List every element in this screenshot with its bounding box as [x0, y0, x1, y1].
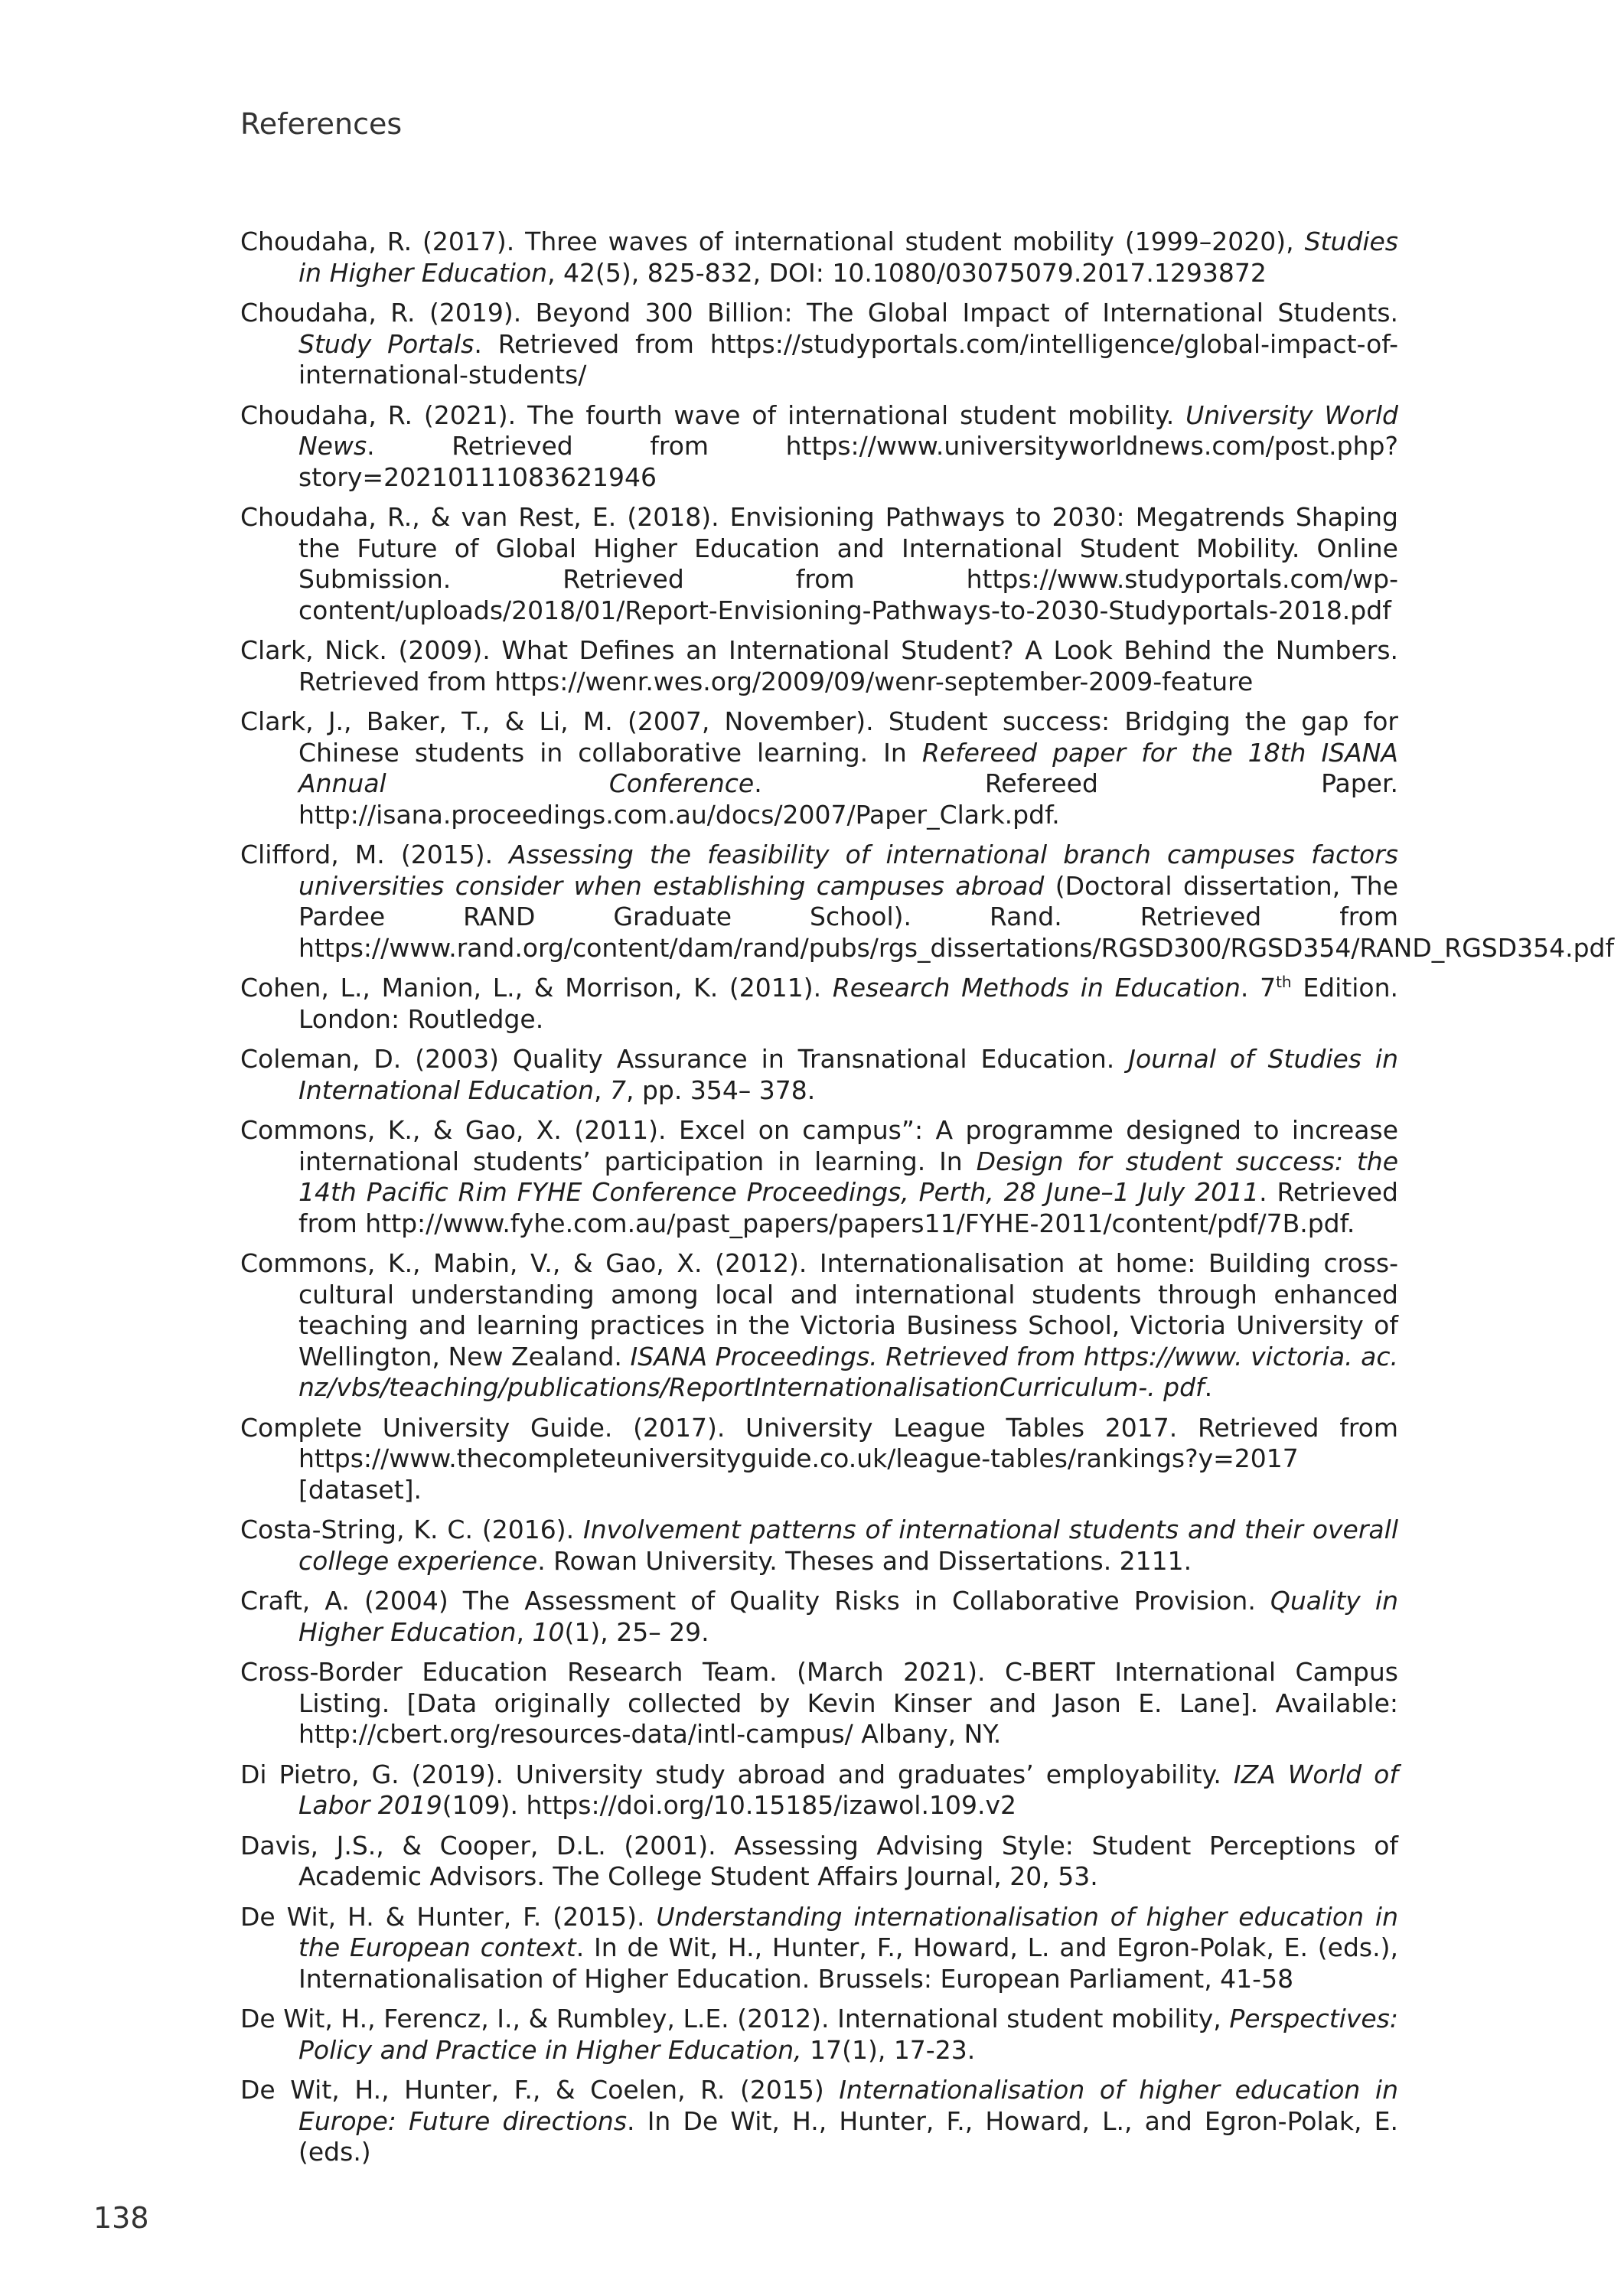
reference-text: Davis, J.S., & Cooper, D.L. (2001). Assessing Advising Style: Student Perceptions of Academic Advisors. The College Student Affairs Journal, 20, 53. — [240, 1830, 1398, 1891]
reference-text: . Retrieved from https://studyportals.com/intelligence/global-impact-of-international-students/ — [298, 328, 1398, 390]
reference-text: (Doctoral dissertation, The Pardee RAND Graduate School). Rand. Retrieved from https://www.rand.org/content/dam/rand/pubs/rgs_dissertations/RGSD300/RGSD354/RAND_RGSD354.pdf — [298, 870, 1615, 963]
reference-text: 17(1), 17-23. — [801, 2034, 976, 2065]
reference-entry — [240, 1586, 1398, 1648]
reference-text: Costa-String, K. C. (2016). — [240, 1515, 583, 1544]
reference-list — [240, 227, 1615, 2177]
reference-italic-text: Internationalisation of higher education in Europe: Future directions — [298, 2075, 1399, 2136]
reference-entry — [240, 1115, 1398, 1239]
reference-entry — [240, 1657, 1398, 1750]
reference-italic-text: 10 — [532, 1616, 565, 1647]
reference-text: Coleman, D. (2003) Quality Assurance in Transnational Education. — [240, 1044, 1129, 1074]
reference-entry — [240, 1044, 1398, 1106]
reference-text: (109). https://doi.org/10.15185/izawol.109.v2 — [442, 1790, 1016, 1820]
reference-entry — [240, 706, 1398, 830]
reference-entry — [240, 1248, 1398, 1404]
reference-text: Clifford, M. (2015). — [240, 840, 510, 869]
running-header: References — [240, 107, 403, 141]
reference-text: , — [593, 1075, 610, 1105]
reference-text: Commons, K., & Gao, X. (2011). Excel on campus”: A programme designed to increase international students’ participation in learning. In — [240, 1115, 1398, 1176]
superscript-text: th — [1276, 973, 1292, 991]
reference-text: De Wit, H., Ferencz, I., & Rumbley, L.E. (2012). International student mobility, — [240, 2004, 1230, 2033]
reference-italic-text: Perspectives: Policy and Practice in Higher Education, — [298, 2004, 1398, 2065]
reference-italic-text: Study Portals — [298, 328, 474, 359]
reference-entry — [240, 400, 1398, 494]
reference-text: Choudaha, R., & van Rest, E. (2018). Envisioning Pathways to 2030: Megatrends Shaping the Future of Global Higher Education and International Student Mobility. Online Submission. Retrieved from https://www.studyportals.com/wp-content/uploads/2018/01/Report-Envisioning-Pathways-to-2030-Studyportals-2018.pdf — [240, 502, 1398, 625]
reference-italic-text: Research Methods in Education — [832, 973, 1241, 1003]
reference-text: Commons, K., Mabin, V., & Gao, X. (2012). Internationalisation at home: Building cross-cultural understanding among local and international students through enhanced teaching and learning practices in the Victoria Business School, Victoria University of Wellington, New Zealand. — [240, 1248, 1398, 1371]
reference-text: Edition. London: Routledge. — [298, 973, 1398, 1034]
reference-entry — [240, 298, 1398, 391]
reference-italic-text: Refereed paper for the 18th ISANA Annual Conference — [298, 737, 1398, 798]
reference-text: Cross-Border Education Research Team. (March 2021). C-BERT International Campus Listing. [Data originally collected by Kevin Kinser and Jason E. Lane]. Available: http://cbert.org/resources-data/intl-campus/ Albany, NY. — [240, 1657, 1398, 1749]
reference-italic-text: Design for student success: the 14th Pacific Rim FYHE Conference Proceedings, Perth, 28 June–1 July 2011 — [298, 1146, 1399, 1207]
reference-italic-text: Journal of Studies in International Education — [298, 1044, 1399, 1105]
reference-text: . — [1204, 1372, 1213, 1402]
reference-entry — [240, 1831, 1398, 1893]
reference-italic-text: IZA World of Labor 2019 — [298, 1759, 1398, 1820]
reference-entry — [240, 2075, 1398, 2168]
page-number: 138 — [93, 2201, 149, 2235]
reference-entry — [240, 973, 1398, 1035]
reference-entry — [240, 502, 1398, 626]
reference-text: . Refereed Paper. http://isana.proceedings.com.au/docs/2007/Paper_Clark.pdf. — [298, 768, 1399, 830]
reference-text: Choudaha, R. (2017). Three waves of international student mobility (1999–2020), — [240, 227, 1305, 256]
reference-text: Clark, Nick. (2009). What Defines an International Student? A Look Behind the Numbers. Retrieved from https://wenr.wes.org/2009/09/wenr-september-2009-feature — [240, 635, 1398, 696]
reference-text: (1), 25– 29. — [564, 1616, 709, 1647]
reference-text: . 7 — [1240, 973, 1277, 1003]
reference-text: Di Pietro, G. (2019). University study abroad and graduates’ employability. — [240, 1759, 1234, 1789]
reference-text: . In de Wit, H., Hunter, F., Howard, L. and Egron-Polak, E. (eds.), Internationalisation of Higher Education. Brussels: European Parliament, 41-58 — [298, 1932, 1398, 1994]
reference-text: Choudaha, R. (2021). The fourth wave of international student mobility. — [240, 400, 1186, 430]
reference-entry — [240, 1515, 1398, 1577]
reference-text: . Rowan University. Theses and Dissertations. 2111. — [537, 1545, 1192, 1576]
reference-text: . In De Wit, H., Hunter, F., Howard, L., and Egron-Polak, E. (eds.) — [298, 2105, 1398, 2167]
reference-entry — [240, 1760, 1398, 1821]
reference-text: De Wit, H. & Hunter, F. (2015). — [240, 1901, 657, 1932]
reference-text: De Wit, H., Hunter, F., & Coelen, R. (2015) — [240, 2075, 840, 2105]
reference-italic-text: Involvement patterns of international students and their overall college experience — [298, 1515, 1398, 1576]
reference-text: Craft, A. (2004) The Assessment of Quality Risks in Collaborative Provision. — [240, 1586, 1270, 1616]
reference-entry — [240, 1413, 1398, 1506]
reference-entry — [240, 1902, 1398, 1995]
reference-italic-text: ISANA Proceedings. Retrieved from https://www. victoria. ac. nz/vbs/teaching/publications/ReportInternationalisationCurriculum-. pdf — [298, 1341, 1398, 1402]
reference-text: . Retrieved from https://www.universityworldnews.com/post.php?story=20210111083621946 — [298, 431, 1398, 492]
reference-text: Choudaha, R. (2019). Beyond 300 Billion: The Global Impact of International Students. — [240, 298, 1398, 328]
reference-entry — [240, 840, 1615, 964]
reference-entry — [240, 2004, 1398, 2066]
reference-italic-text: Understanding internationalisation of higher education in the European context — [298, 1901, 1398, 1962]
reference-entry — [240, 635, 1398, 697]
reference-italic-text: Studies in Higher Education — [298, 227, 1398, 288]
reference-text: , 42(5), 825-832, DOI: 10.1080/03075079.2017.1293872 — [547, 257, 1267, 288]
reference-text: , pp. 354– 378. — [625, 1075, 816, 1105]
reference-italic-text: Quality in Higher Education — [298, 1586, 1398, 1647]
reference-text: Cohen, L., Manion, L., & Morrison, K. (2011). — [240, 973, 833, 1003]
reference-italic-text: 7 — [609, 1075, 626, 1105]
reference-text: . Retrieved from http://www.fyhe.com.au/past_papers/papers11/FYHE-2011/content/pdf/7B.pdf. — [298, 1177, 1398, 1238]
reference-text: Complete University Guide. (2017). University League Tables 2017. Retrieved from https://www.thecompleteuniversityguide.co.uk/league-tables/rankings?y=2017 [dataset]. — [240, 1412, 1398, 1505]
reference-italic-text: Assessing the feasibility of international branch campuses factors universities consider when establishing campuses abroad — [298, 840, 1398, 901]
reference-italic-text: University World News — [298, 400, 1398, 461]
reference-text: , — [516, 1616, 533, 1647]
reference-entry — [240, 227, 1398, 289]
reference-text: Clark, J., Baker, T., & Li, M. (2007, November). Student success: Bridging the gap for Chinese students in collaborative learning. In — [240, 706, 1398, 768]
